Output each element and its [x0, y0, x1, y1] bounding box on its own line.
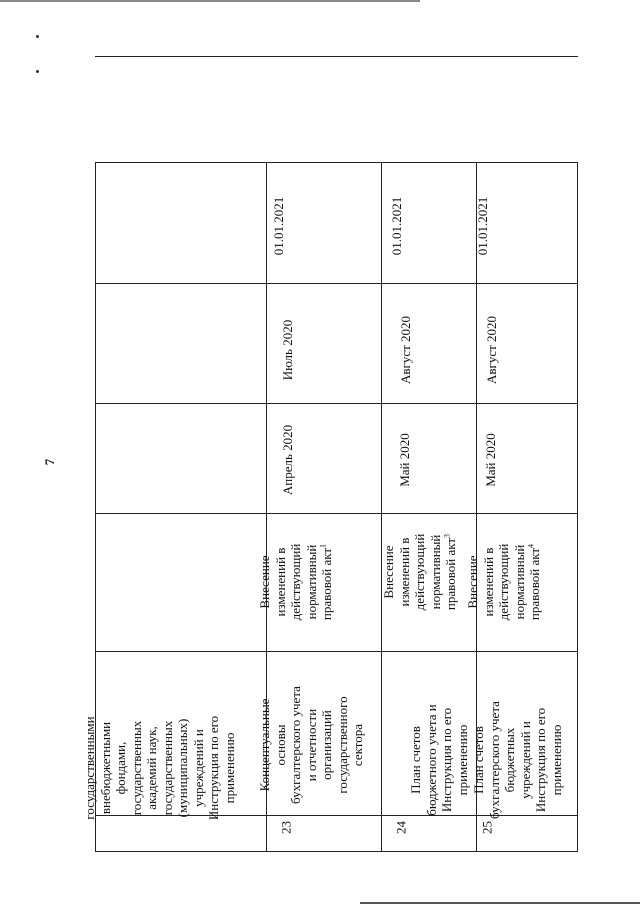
column-divider [96, 283, 577, 284]
row-effective: 01.01.2021 [389, 196, 404, 256]
column-divider [96, 403, 577, 404]
scan-edge-top [0, 0, 420, 2]
row-name-cell [471, 680, 581, 840]
row-start: Май 2020 [397, 433, 412, 487]
row-start-cell [280, 407, 300, 513]
row-start-cell [397, 407, 417, 513]
row-effective-cell [475, 171, 495, 281]
continuation-name-cell [82, 683, 242, 853]
row-effective-cell [271, 171, 291, 281]
row-approval-cell [398, 296, 418, 404]
row-approval-cell [484, 296, 504, 404]
row-effective: 01.01.2021 [475, 196, 490, 256]
scan-speck [36, 35, 39, 38]
row-effective: 01.01.2021 [271, 196, 286, 256]
row-name: Концептуальные основы бухгалтерского учета и отчетности организаций государственного сектора [257, 686, 365, 804]
row-approval-cell [280, 296, 300, 404]
row-start: Май 2020 [483, 433, 498, 487]
scan-speck [36, 70, 39, 73]
continuation-name: государственными внебюджетными фондами, государственных академий наук, государственных (муниципальных) учреждений и Инструкция по его применению [82, 715, 237, 821]
row-name-cell [257, 665, 367, 825]
row-effective-cell [389, 171, 409, 281]
row-action-cell [257, 514, 367, 650]
row-action-cell [465, 514, 575, 650]
column-divider [96, 651, 577, 652]
row-action-cell [381, 504, 471, 640]
row-action: Внесение изменений в действующий нормативный правовой акт$^1$ [257, 543, 334, 621]
row-number: 24 [393, 821, 409, 834]
row-start-cell [483, 407, 503, 513]
row-number: 23 [278, 821, 294, 834]
row-approval: Август 2020 [484, 315, 499, 385]
page-number: 7 [42, 458, 57, 466]
row-approval: Июль 2020 [280, 319, 295, 381]
row-start: Апрель 2020 [280, 424, 295, 496]
row-action: Внесение изменений в действующий нормативный правовой акт$^4$ [465, 543, 542, 621]
row-action: Внесение изменений в действующий нормативный правовой акт$^3$ [381, 533, 458, 611]
row-number: 25 [479, 821, 495, 834]
row-name: План счетов бухгалтерского учета бюджетных учреждений и Инструкция по его применению [471, 701, 564, 819]
header-rule [95, 56, 578, 57]
row-name: План счетов бюджетного учета и Инструкция по его применению [408, 704, 470, 816]
scan-edge-bottom [360, 902, 640, 904]
row-approval: Август 2020 [398, 315, 413, 385]
